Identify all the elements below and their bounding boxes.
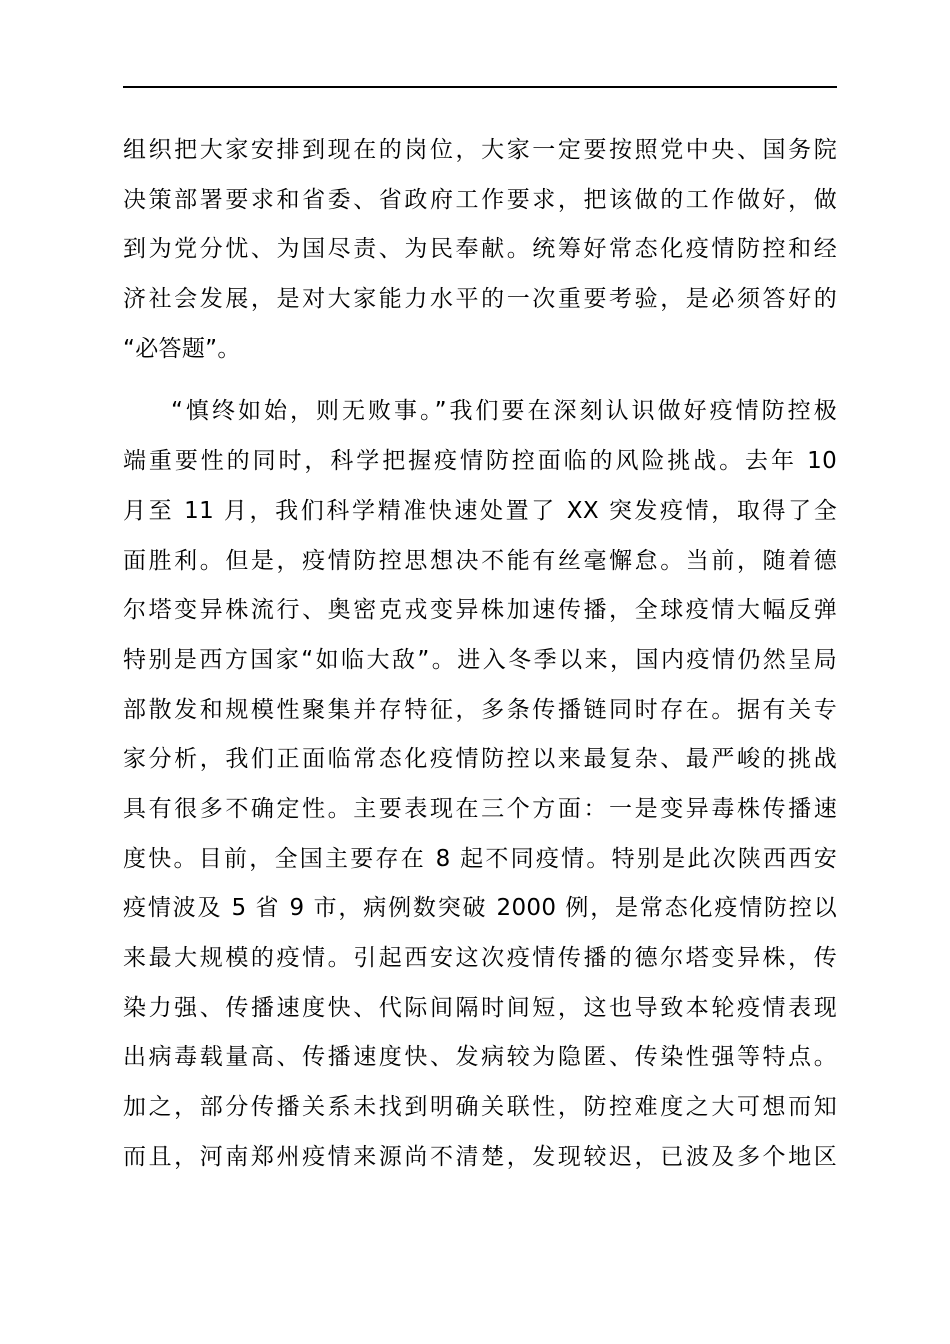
- paragraph-2: [123, 387, 837, 1182]
- text-line: 月至 11 月，我们科学精准快速处置了 XX 突发疫情，取得了全: [123, 497, 837, 524]
- text-line: 出病毒载量高、传播速度快、发病较为隐匿、传染性强等特点。: [123, 1044, 837, 1071]
- text-line: 而且，河南郑州疫情来源尚不清楚，发现较迟，已波及多个地区: [123, 1143, 837, 1170]
- text-line: 尔塔变异株流行、奥密克戎变异株加速传播，全球疫情大幅反弹: [123, 597, 837, 624]
- text-line: 端重要性的同时，科学把握疫情防控面临的风险挑战。去年 10: [123, 448, 837, 475]
- text-line: 部散发和规模性聚集并存特征，多条传播链同时存在。据有关专: [123, 696, 837, 723]
- header-rule: [123, 86, 837, 88]
- paragraph-1: [123, 126, 837, 374]
- text-line: 具有很多不确定性。主要表现在三个方面：一是变异毒株传播速: [123, 795, 837, 822]
- text-line: 家分析，我们正面临常态化疫情防控以来最复杂、最严峻的挑战: [123, 746, 837, 773]
- text-line: 染力强、传播速度快、代际间隔时间短，这也导致本轮疫情表现: [123, 994, 837, 1021]
- text-line: 特别是西方国家“如临大敌”。进入冬季以来，国内疫情仍然呈局: [123, 646, 837, 673]
- text-line: 组织把大家安排到现在的岗位，大家一定要按照党中央、国务院: [123, 137, 837, 163]
- text-line: 加之，部分传播关系未找到明确关联性，防控难度之大可想而知: [123, 1094, 837, 1121]
- text-line: 济社会发展，是对大家能力水平的一次重要考验，是必须答好的: [123, 286, 837, 313]
- document-body: [123, 126, 837, 1182]
- text-line: 疫情波及 5 省 9 市，病例数突破 2000 例，是常态化疫情防控以: [123, 895, 837, 922]
- text-line: 度快。目前，全国主要存在 8 起不同疫情。特别是此次陕西西安: [123, 845, 837, 872]
- text-line: “慎终如始，则无败事。”我们要在深刻认识做好疫情防控极: [171, 398, 837, 425]
- text-line: “必答题”。: [123, 335, 241, 362]
- text-line: 决策部署要求和省委、省政府工作要求，把该做的工作做好，做: [123, 186, 837, 213]
- text-line: 面胜利。但是，疫情防控思想决不能有丝毫懈怠。当前，随着德: [123, 547, 837, 574]
- text-line: 来最大规模的疫情。引起西安这次疫情传播的德尔塔变异株，传: [123, 945, 837, 971]
- paragraph-spacer: [123, 374, 837, 387]
- text-line: 到为党分忧、为国尽责、为民奉献。统筹好常态化疫情防控和经: [123, 236, 837, 263]
